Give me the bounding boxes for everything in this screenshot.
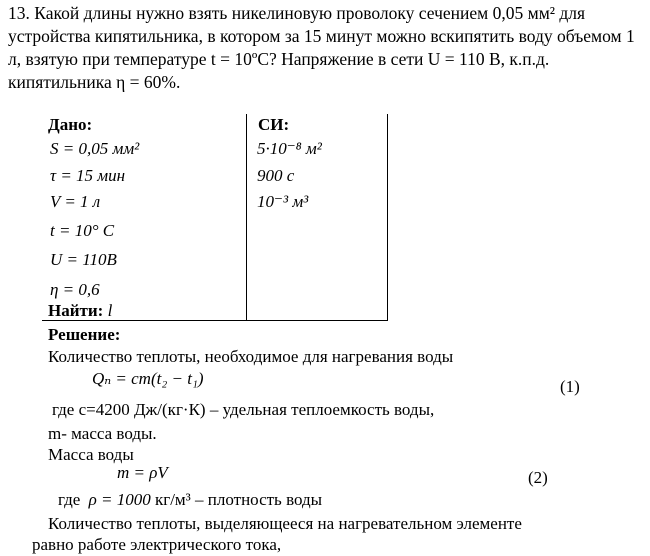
si-area: 5·10⁻⁸ м² xyxy=(257,139,322,158)
given-time: τ = 15 мин xyxy=(50,166,126,185)
solution-line-3: m- масса воды. xyxy=(48,424,157,443)
equation-2-number: (2) xyxy=(528,468,548,487)
column-separator xyxy=(246,114,247,320)
solution-line-5 xyxy=(58,490,322,510)
given-volume: V = 1 л xyxy=(50,192,101,211)
solution-line-5-prefix: где xyxy=(58,490,81,509)
solution-header: Решение: xyxy=(48,325,121,344)
solution-line-7: равно работе электрического тока, xyxy=(32,535,282,554)
solution-line-2: где с=4200 Дж/(кг·К) – удельная теплоемкость воды, xyxy=(52,400,435,419)
solution-line-4: Масса воды xyxy=(48,445,134,464)
given-area: S = 0,05 мм² xyxy=(50,139,140,158)
find-label: Найти: xyxy=(48,301,104,320)
equation-1: Qₙ = cm(t₂ − t₁) xyxy=(92,369,204,388)
problem-statement: 13. Какой длины нужно взять никелиновую проволоку сечением 0,05 мм² для устройства кипятильника, в котором за 15 минут можно вскипятить воду объемом 1 л, взятую при температуре t = 10ºС? Напряжение в сети U = 110 В, к.п.д. кипятильника η = 60%. xyxy=(8,3,635,92)
solution-line-6: Количество теплоты, выделяющееся на нагревательном элементе xyxy=(48,514,522,533)
find-value: l xyxy=(107,301,113,320)
equation-2: m = ρV xyxy=(117,463,168,482)
si-time: 900 с xyxy=(257,166,295,185)
given-temperature: t = 10° C xyxy=(50,221,115,240)
equation-1-number: (1) xyxy=(560,377,580,396)
solution-line-5-rest: кг/м³ – плотность воды xyxy=(154,490,323,509)
given-header: Дано: xyxy=(48,115,93,134)
density-value: ρ = 1000 xyxy=(88,490,151,509)
si-volume: 10⁻³ м³ xyxy=(257,192,309,211)
find-row xyxy=(48,301,112,321)
solution-line-1: Количество теплоты, необходимое для нагревания воды xyxy=(48,347,454,366)
given-efficiency: η = 0,6 xyxy=(50,280,100,299)
si-header: СИ: xyxy=(258,115,290,134)
given-voltage: U = 110В xyxy=(50,250,117,269)
